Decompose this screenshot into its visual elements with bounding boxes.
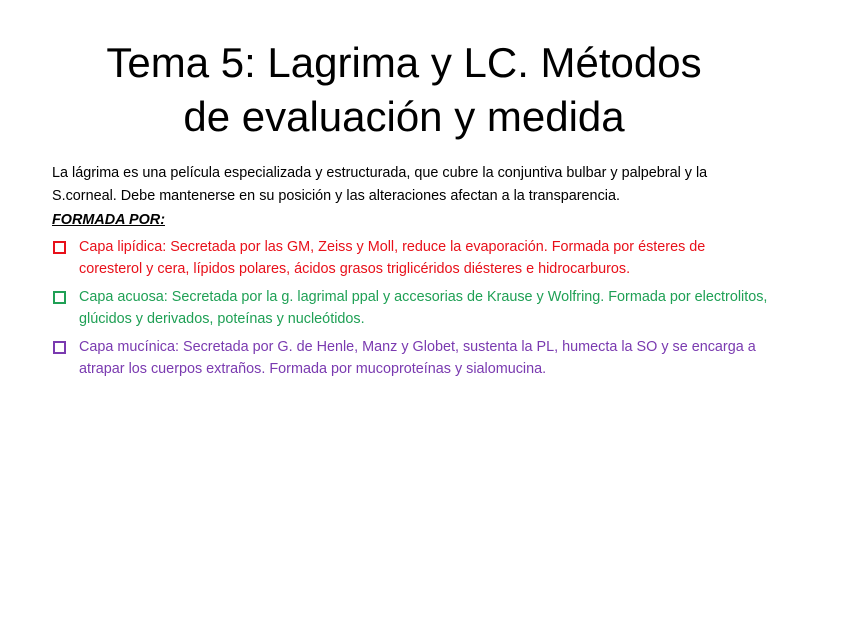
bullet-lipid-layer — [52, 236, 772, 281]
bullet-aqueous-layer — [52, 286, 772, 331]
slide-title-line-1: Tema 5: Lagrima y LC. Métodos — [106, 39, 702, 86]
bullet-text: Capa lipídica: Secretada por las GM, Zeiss y Moll, reduce la evaporación. Formada por ésteres de coresterol y cera, lípidos polares, ácidos grasos triglicéridos diésteres e hidrocarburos. — [79, 238, 706, 277]
slide-title-line-2: de evaluación y medida — [183, 93, 625, 140]
slide-body — [52, 162, 772, 386]
checkbox-bullet-icon — [53, 341, 66, 354]
layer-list — [52, 236, 772, 381]
checkbox-bullet-icon — [53, 241, 66, 254]
formada-por-heading: FORMADA POR: — [52, 212, 165, 228]
slide-title — [0, 36, 808, 144]
intro-paragraph: La lágrima es una película especializada y estructurada, que cubre la conjuntiva bulbar y palpebral y la S.corneal. Debe mantenerse en su posición y las alteraciones afectan a la transparencia. — [52, 165, 708, 204]
bullet-mucin-layer — [52, 336, 772, 381]
checkbox-bullet-icon — [53, 291, 66, 304]
bullet-text: Capa mucínica: Secretada por G. de Henle, Manz y Globet, sustenta la PL, humecta la SO y se encarga a atrapar los cuerpos extraños. Formada por mucoproteínas y sialomucina. — [79, 338, 756, 377]
bullet-text: Capa acuosa: Secretada por la g. lagrimal ppal y accesorias de Krause y Wolfring. Formada por electrolitos, glúcidos y derivados, poteínas y nucleótidos. — [79, 288, 768, 327]
